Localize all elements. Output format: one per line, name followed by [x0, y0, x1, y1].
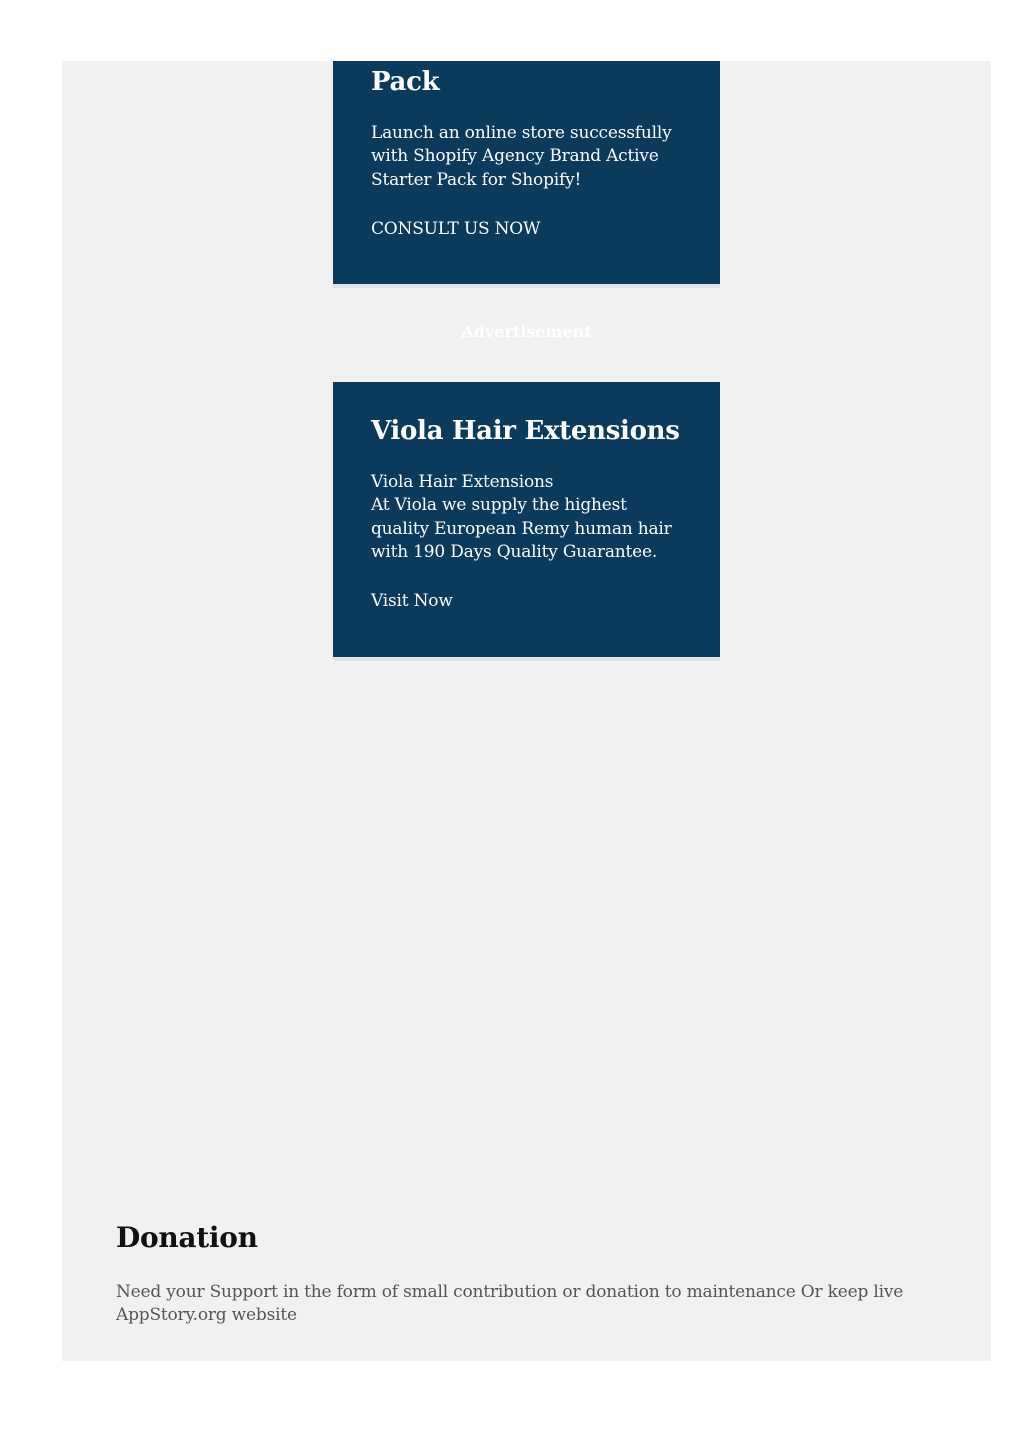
ad-card-viola — [333, 382, 720, 661]
ad-description: Launch an online store successfully with Shopify Agency Brand Active Starter Pack for Shopify! — [371, 123, 672, 190]
advertisement-label: Advertisement — [461, 322, 592, 341]
donation-title: Donation — [116, 1221, 258, 1254]
ad-description: Viola Hair Extensions At Viola we supply the highest quality European Remy human hair with 190 Days Quality Guarantee. — [371, 472, 672, 562]
ad-title: Viola Hair Extensions — [371, 416, 680, 446]
ad-title: Pack — [371, 67, 440, 97]
ad-card-shopify — [333, 61, 720, 288]
visit-now-link[interactable]: Visit Now — [371, 591, 453, 612]
consult-us-now-link[interactable]: CONSULT US NOW — [371, 218, 541, 239]
donation-text: Need your Support in the form of small contribution or donation to maintenance Or keep live AppStory.org website — [116, 1282, 904, 1326]
